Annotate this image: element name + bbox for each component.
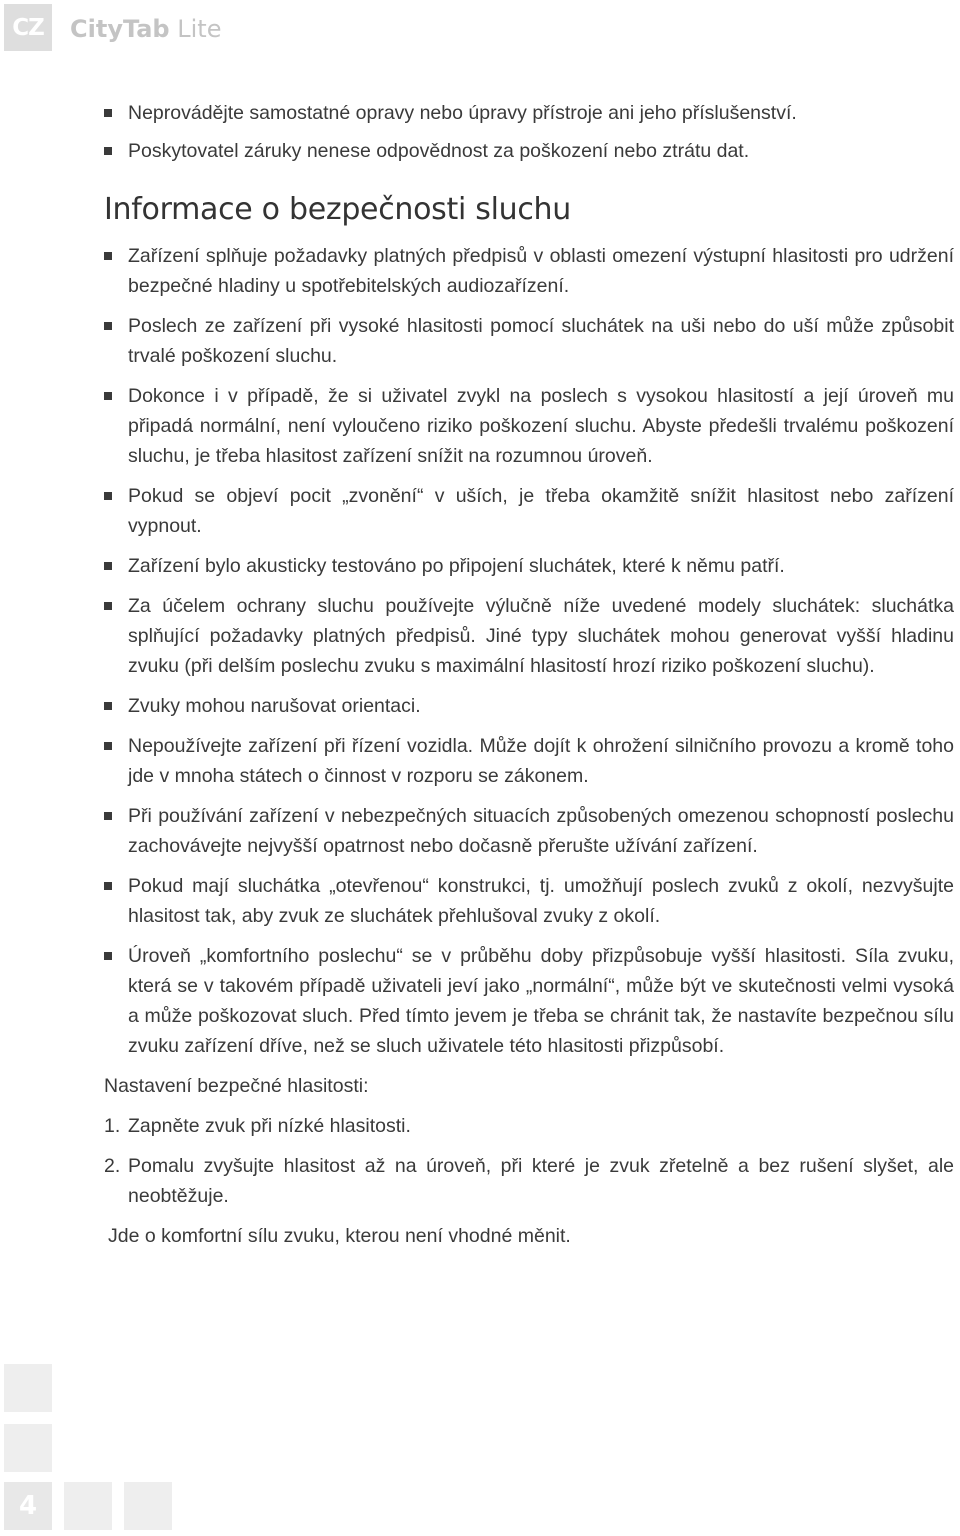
list-item: Zvuky mohou narušovat orientaci.	[104, 691, 954, 721]
brand-name: CityTab	[70, 15, 170, 43]
intro-list	[104, 98, 954, 166]
list-item: Neprovádějte samostatné opravy nebo úpravy přístroje ani jeho příslušenství.	[104, 98, 954, 128]
closing-note: Jde o komfortní sílu zvuku, kterou není vhodné měnit.	[108, 1225, 571, 1247]
step-number: 2.	[104, 1155, 121, 1177]
steps-list	[104, 1111, 954, 1211]
list-item: Poskytovatel záruky nenese odpovědnost za poškození nebo ztrátu dat.	[104, 136, 954, 166]
decor-square	[124, 1482, 172, 1530]
decor-square	[64, 1482, 112, 1530]
list-item: Úroveň „komfortního poslechu“ se v průběhu doby přizpůsobuje vyšší hlasitosti. Síla zvuku, která se v takovém případě uživateli jeví jako „normální“, může být ve skutečnosti velmi vysoká a může poškozovat sluch. Před tímto jevem je třeba se chránit tak, že nastavíte bezpečnou sílu zvuku zařízení dříve, než se sluch uživatele této hlasitosti přizpůsobí.	[104, 941, 954, 1061]
list-item: Nepoužívejte zařízení při řízení vozidla. Může dojít k ohrožení silničního provozu a kromě toho jde v mnoha státech o činnost v rozporu se zákonem.	[104, 731, 954, 791]
list-item: Při používání zařízení v nebezpečných situacích způsobených omezenou schopností poslechu zachovávejte nejvyšší opatrnost nebo dočasně přerušte užívání zařízení.	[104, 801, 954, 861]
list-item: Poslech ze zařízení při vysoké hlasitosti pomocí sluchátek na uši nebo do uší může způsobit trvalé poškození sluchu.	[104, 311, 954, 371]
list-item: Pokud mají sluchátka „otevřenou“ konstrukci, tj. umožňují poslech zvuků z okolí, nezvyšujte hlasitost tak, aby zvuk ze sluchátek přehlušoval zvuky z okolí.	[104, 871, 954, 931]
safety-list	[104, 241, 954, 1061]
settings-label: Nastavení bezpečné hlasitosti:	[104, 1075, 369, 1097]
step-item	[104, 1151, 954, 1211]
language-badge: CZ	[4, 4, 52, 51]
list-item: Pokud se objeví pocit „zvonění“ v uších, je třeba okamžitě snížit hlasitost nebo zařízení vypnout.	[104, 481, 954, 541]
brand-title	[70, 15, 221, 43]
section-heading: Informace o bezpečnosti sluchu	[104, 192, 571, 227]
step-text: Pomalu zvyšujte hlasitost až na úroveň, při které je zvuk zřetelně a bez rušení slyšet, ale neobtěžuje.	[128, 1155, 954, 1207]
list-item: Zařízení splňuje požadavky platných předpisů v oblasti omezení výstupní hlasitosti pro udržení bezpečné hladiny u spotřebitelských audiozařízení.	[104, 241, 954, 301]
step-text: Zapněte zvuk při nízké hlasitosti.	[128, 1115, 411, 1137]
page-number: 4	[4, 1482, 52, 1530]
page-content	[104, 98, 954, 1251]
list-item: Zařízení bylo akusticky testováno po připojení sluchátek, které k němu patří.	[104, 551, 954, 581]
list-item: Dokonce i v případě, že si uživatel zvykl na poslech s vysokou hlasitostí a její úroveň mu připadá normální, není vyloučeno riziko poškození sluchu. Abyste předešli trvalému poškození sluchu, je třeba hlasitost zařízení snížit na rozumnou úroveň.	[104, 381, 954, 471]
step-number: 1.	[104, 1115, 121, 1137]
brand-edition: Lite	[177, 15, 222, 43]
list-item: Za účelem ochrany sluchu používejte výlučně níže uvedené modely sluchátek: sluchátka splňující požadavky platných předpisů. Jiné typy sluchátek mohou generovat vyšší hladinu zvuku (při delším poslechu zvuku s maximální hlasitostí hrozí riziko poškození sluchu).	[104, 591, 954, 681]
decor-square	[4, 1424, 52, 1472]
step-item	[104, 1111, 954, 1141]
decor-square	[4, 1364, 52, 1412]
